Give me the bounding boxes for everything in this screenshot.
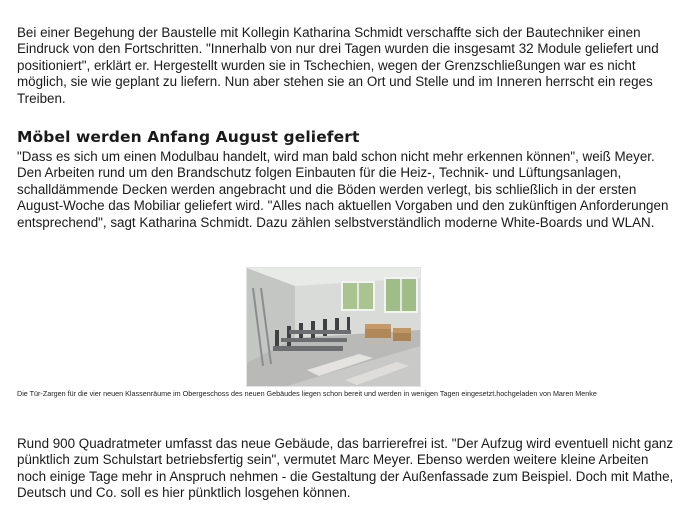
classroom-interior-image bbox=[247, 268, 420, 386]
construction-photo[interactable] bbox=[246, 267, 421, 387]
article-paragraph-2: "Dass es sich um einen Modulbau handelt, wird man bald schon nicht mehr erkennen können", weiß Meyer. Den Arbeiten rund um den Brandschutz folgen Einbauten für die Heiz-, Technik- und Lüftungsanlagen, schalldämmende Decken werden angebracht und die Böden werden verlegt, bis schließlich in der ersten August-Woche das Mobiliar geliefert wird. "Alles nach aktuellen Vorgaben und den zukünftigen Anforderungen entsprechend", sagt Katharina Schmidt. Dazu zählen selbstverständlich moderne White-Boards und WLAN. bbox=[17, 149, 669, 230]
photo-caption: Die Tür-Zargen für die vier neuen Klassenräume im Obergeschoss des neuen Gebäudes liegen schon bereit und werden in wenigen Tagen eingesetzt.hochgeladen von Maren Menke bbox=[17, 389, 597, 398]
section-heading: Möbel werden Anfang August geliefert bbox=[17, 128, 360, 146]
article-paragraph-1: Bei einer Begehung der Baustelle mit Kollegin Katharina Schmidt verschaffte sich der Bautechniker einen Eindruck von den Fortschritten. "Innerhalb von nur drei Tagen wurden die insgesamt 32 Module geliefert und positioniert", erklärt er. Hergestellt wurden sie in Tschechien, wegen der Grenzschließungen war es nicht möglich, sie wie geplant zu liefern. Nun aber stehen sie an Ort und Stelle und im Inneren herrscht ein reges Treiben. bbox=[17, 25, 659, 106]
article-paragraph-3: Rund 900 Quadratmeter umfasst das neue Gebäude, das barrierefrei ist. "Der Aufzug wird eventuell nicht ganz pünktlich zum Schulstart betriebsfertig sein", vermutet Marc Meyer. Ebenso werden weitere kleine Arbeiten noch einige Tage mehr in Anspruch nehmen - die Gestaltung der Außenfassade zum Beispiel. Doch mit Mathe, Deutsch und Co. soll es hier pünktlich losgehen können. bbox=[17, 436, 674, 501]
